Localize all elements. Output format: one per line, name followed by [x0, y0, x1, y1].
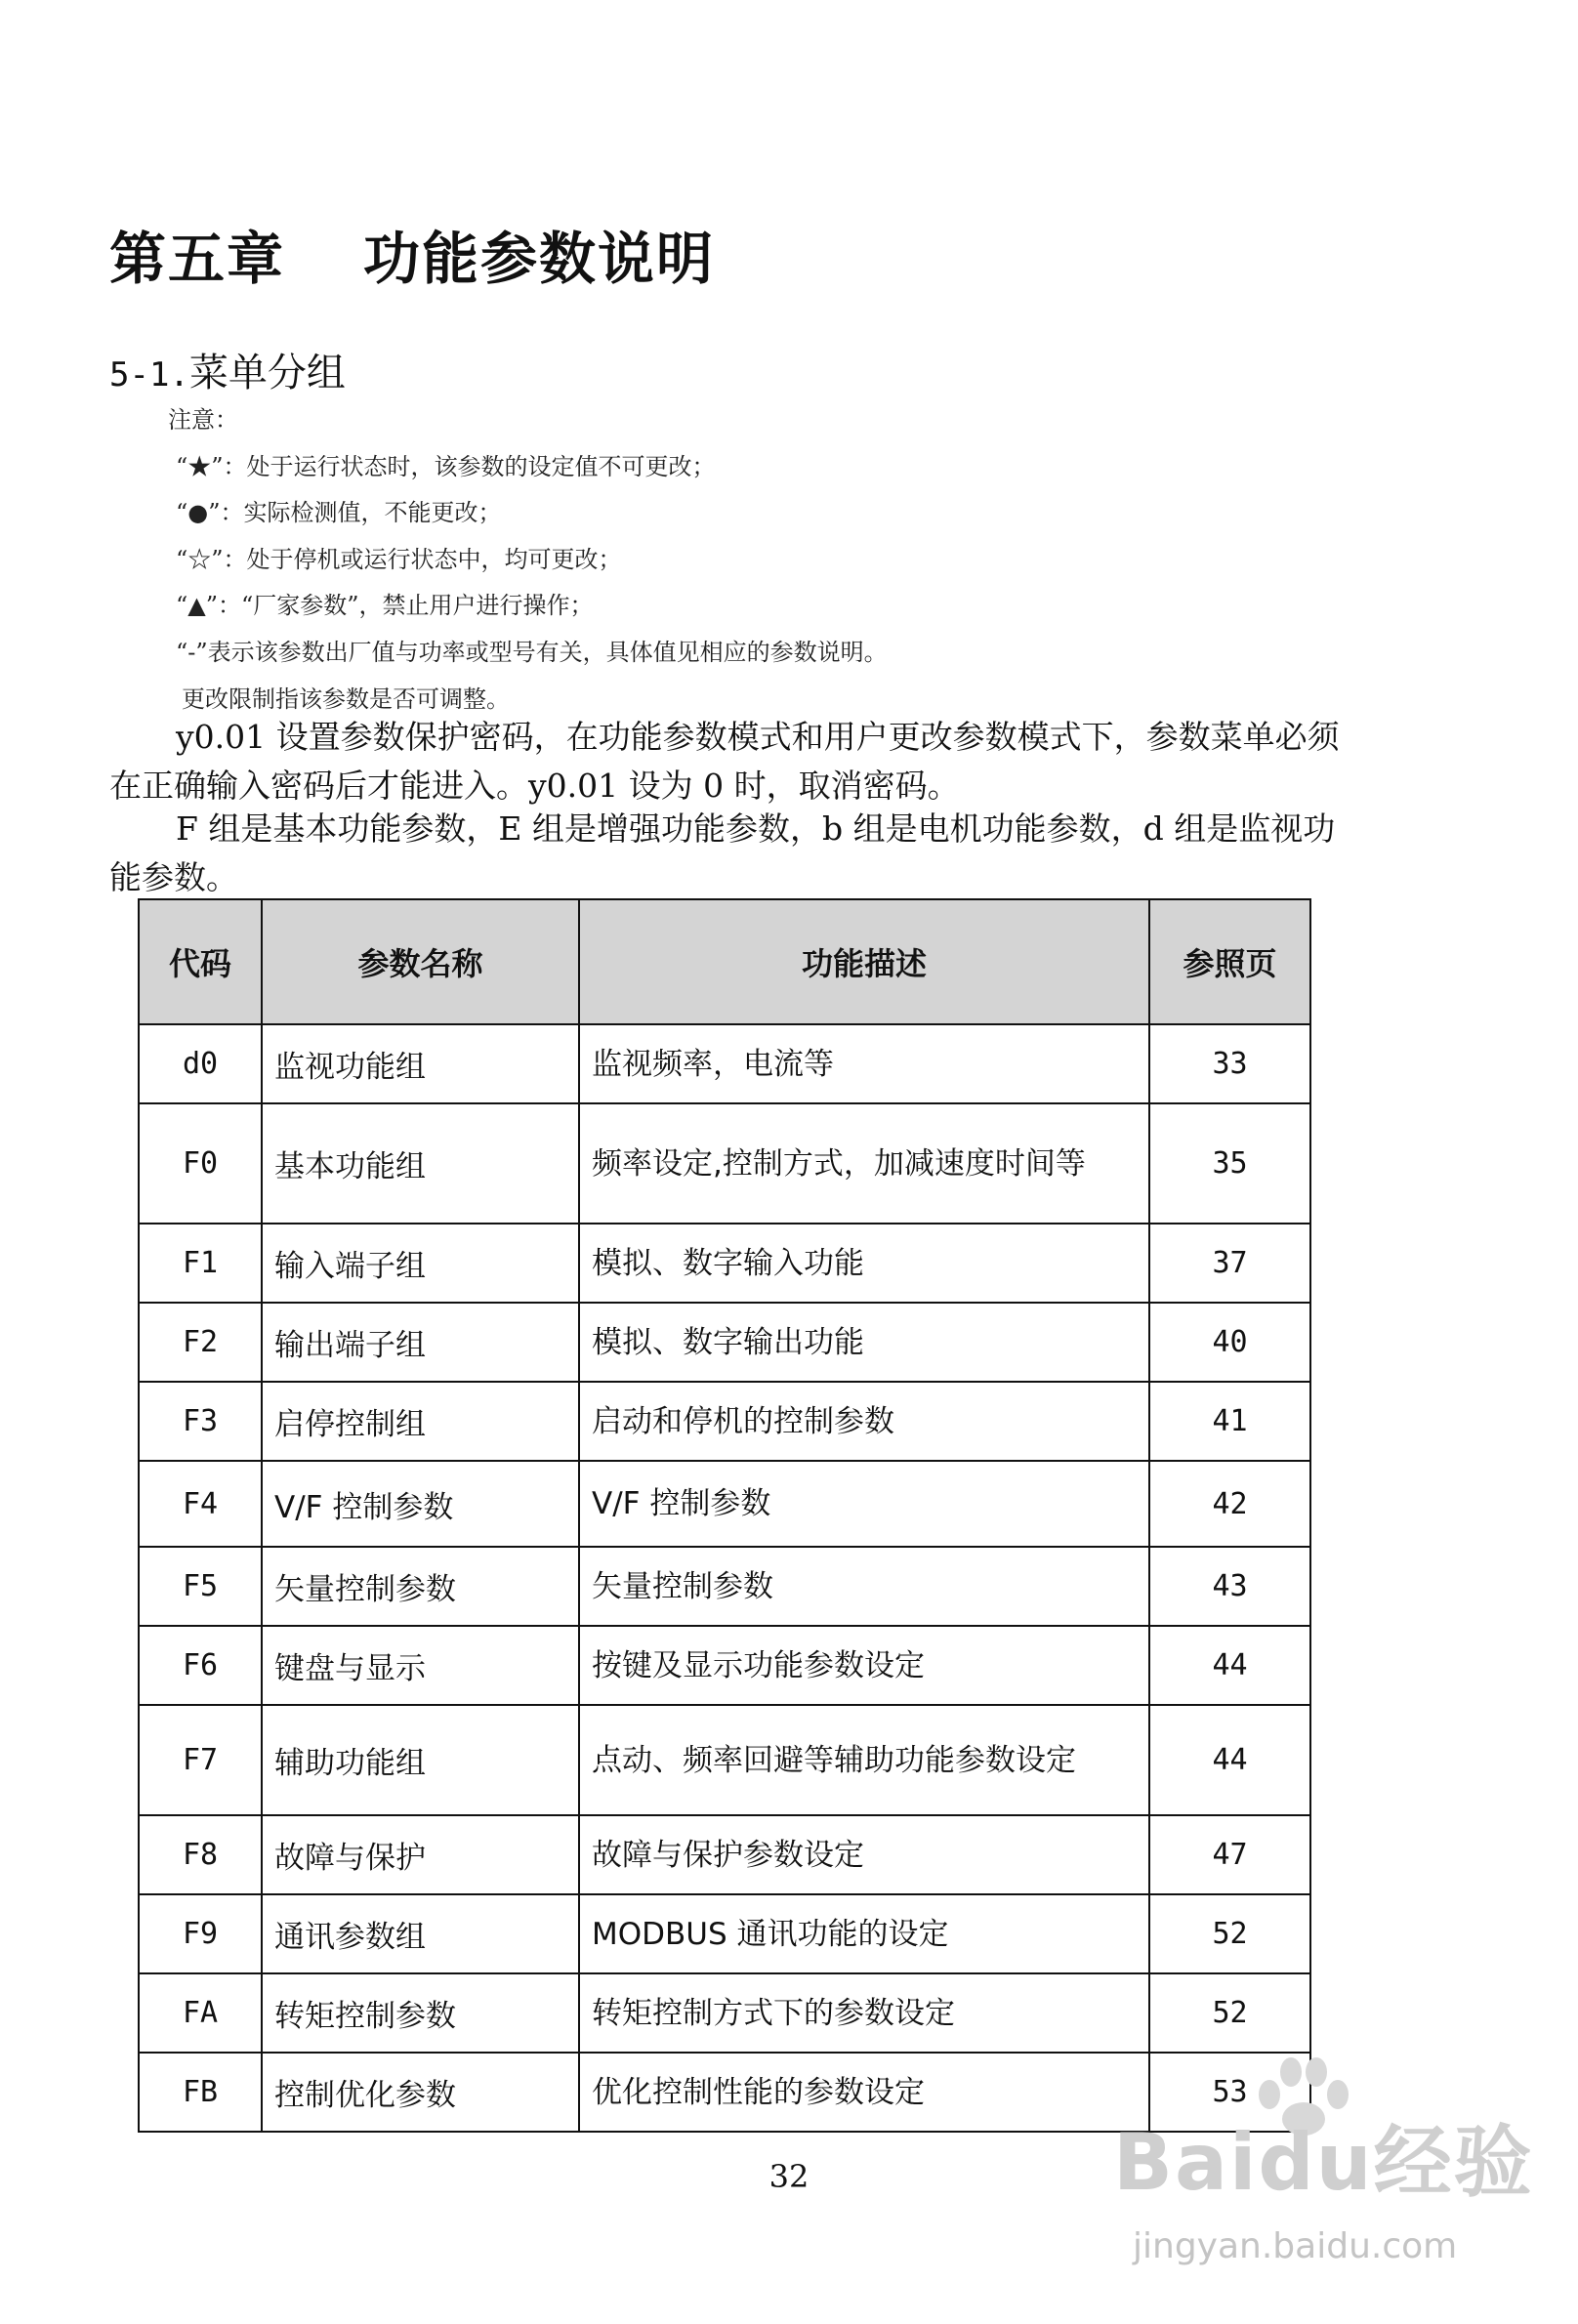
- note-line-3: “☆”：处于停机或运行状态中，均可更改；: [176, 546, 622, 573]
- watermark-url: jingyan.baidu.com: [1133, 2226, 1458, 2266]
- row-code: F4: [139, 1461, 262, 1547]
- row-page: 42: [1149, 1461, 1310, 1547]
- table-row: [139, 1103, 1310, 1224]
- row-code: F8: [139, 1815, 262, 1894]
- row-desc: V/F 控制参数: [579, 1461, 1149, 1547]
- section-title: [109, 342, 346, 397]
- watermark-logo: Baidu经验: [1113, 2117, 1534, 2208]
- row-name: 基本功能组: [262, 1103, 579, 1224]
- row-name: 辅助功能组: [262, 1705, 579, 1815]
- row-code: F3: [139, 1382, 262, 1461]
- page-number: 32: [768, 2158, 810, 2195]
- row-page: 41: [1149, 1382, 1310, 1461]
- table-row: [139, 1547, 1310, 1626]
- table-header-row: [139, 899, 1310, 1024]
- row-code: d0: [139, 1024, 262, 1103]
- row-code: F2: [139, 1303, 262, 1382]
- header-name: 参数名称: [262, 899, 579, 1024]
- row-desc: 监视频率，电流等: [579, 1024, 1149, 1103]
- row-name: 输入端子组: [262, 1224, 579, 1303]
- row-name: 故障与保护: [262, 1815, 579, 1894]
- menu-group-table: [138, 898, 1311, 2133]
- table-row: [139, 1382, 1310, 1461]
- row-desc: 模拟、数字输入功能: [579, 1224, 1149, 1303]
- row-code: F0: [139, 1103, 262, 1224]
- row-page: 53: [1149, 2053, 1310, 2132]
- section-number: 5-1.: [109, 355, 189, 394]
- row-name: 输出端子组: [262, 1303, 579, 1382]
- row-page: 47: [1149, 1815, 1310, 1894]
- header-page: 参照页: [1149, 899, 1310, 1024]
- note-line-1: “★”：处于运行状态时，该参数的设定值不可更改；: [176, 453, 716, 480]
- row-page: 44: [1149, 1626, 1310, 1705]
- row-name: 通讯参数组: [262, 1894, 579, 1973]
- groups-paragraph: [109, 805, 1346, 902]
- row-code: F7: [139, 1705, 262, 1815]
- row-code: FA: [139, 1973, 262, 2053]
- row-name: V/F 控制参数: [262, 1461, 579, 1547]
- row-desc: 按键及显示功能参数设定: [579, 1626, 1149, 1705]
- row-page: 52: [1149, 1973, 1310, 2053]
- table-row: [139, 1894, 1310, 1973]
- chapter-label: 第五章: [109, 226, 286, 292]
- row-code: F1: [139, 1224, 262, 1303]
- row-name: 转矩控制参数: [262, 1973, 579, 2053]
- row-page: 37: [1149, 1224, 1310, 1303]
- header-desc: 功能描述: [579, 899, 1149, 1024]
- row-desc: 优化控制性能的参数设定: [579, 2053, 1149, 2132]
- chapter-title: [109, 213, 715, 295]
- row-code: F5: [139, 1547, 262, 1626]
- row-desc: 点动、频率回避等辅助功能参数设定: [579, 1705, 1149, 1815]
- section-name: 菜单分组: [188, 351, 346, 395]
- table-row: [139, 1303, 1310, 1382]
- baidu-watermark: [1113, 2080, 1534, 2304]
- row-desc: 故障与保护参数设定: [579, 1815, 1149, 1894]
- table-row: [139, 1224, 1310, 1303]
- groups-paragraph-text: F 组是基本功能参数，E 组是增强功能参数，b 组是电机功能参数，d 组是监视功能参数。: [109, 809, 1336, 896]
- row-page: 33: [1149, 1024, 1310, 1103]
- row-desc: 频率设定,控制方式，加减速度时间等: [579, 1103, 1149, 1224]
- notes-heading: 注意：: [168, 406, 238, 434]
- row-desc: 启动和停机的控制参数: [579, 1382, 1149, 1461]
- row-name: 监视功能组: [262, 1024, 579, 1103]
- table-row: [139, 1973, 1310, 2053]
- row-page: 43: [1149, 1547, 1310, 1626]
- row-code: FB: [139, 2053, 262, 2132]
- row-name: 启停控制组: [262, 1382, 579, 1461]
- row-desc: 模拟、数字输出功能: [579, 1303, 1149, 1382]
- row-page: 44: [1149, 1705, 1310, 1815]
- chapter-name: 功能参数说明: [363, 226, 716, 292]
- table-row: [139, 1705, 1310, 1815]
- row-name: 控制优化参数: [262, 2053, 579, 2132]
- note-line-5: “-”表示该参数出厂值与功率或型号有关，具体值见相应的参数说明。: [176, 639, 888, 666]
- password-paragraph: [109, 713, 1346, 810]
- note-line-4: “▲”：“厂家参数”，禁止用户进行操作；: [176, 592, 594, 619]
- row-desc: 转矩控制方式下的参数设定: [579, 1973, 1149, 2053]
- row-code: F6: [139, 1626, 262, 1705]
- row-page: 52: [1149, 1894, 1310, 1973]
- row-page: 35: [1149, 1103, 1310, 1224]
- table-row: [139, 1626, 1310, 1705]
- row-page: 40: [1149, 1303, 1310, 1382]
- table-row: [139, 1815, 1310, 1894]
- row-name: 键盘与显示: [262, 1626, 579, 1705]
- table-row: [139, 1461, 1310, 1547]
- row-desc: 矢量控制参数: [579, 1547, 1149, 1626]
- header-code: 代码: [139, 899, 262, 1024]
- note-line-6: 更改限制指该参数是否可调整。: [182, 685, 510, 713]
- row-code: F9: [139, 1894, 262, 1973]
- row-name: 矢量控制参数: [262, 1547, 579, 1626]
- table-row: [139, 1024, 1310, 1103]
- note-line-2: “●”：实际检测值，不能更改；: [176, 499, 502, 526]
- password-paragraph-text: y0.01 设置参数保护密码，在功能参数模式和用户更改参数模式下，参数菜单必须在正确输入密码后才能进入。y0.01 设为 0 时，取消密码。: [109, 718, 1340, 805]
- row-desc: MODBUS 通讯功能的设定: [579, 1894, 1149, 1973]
